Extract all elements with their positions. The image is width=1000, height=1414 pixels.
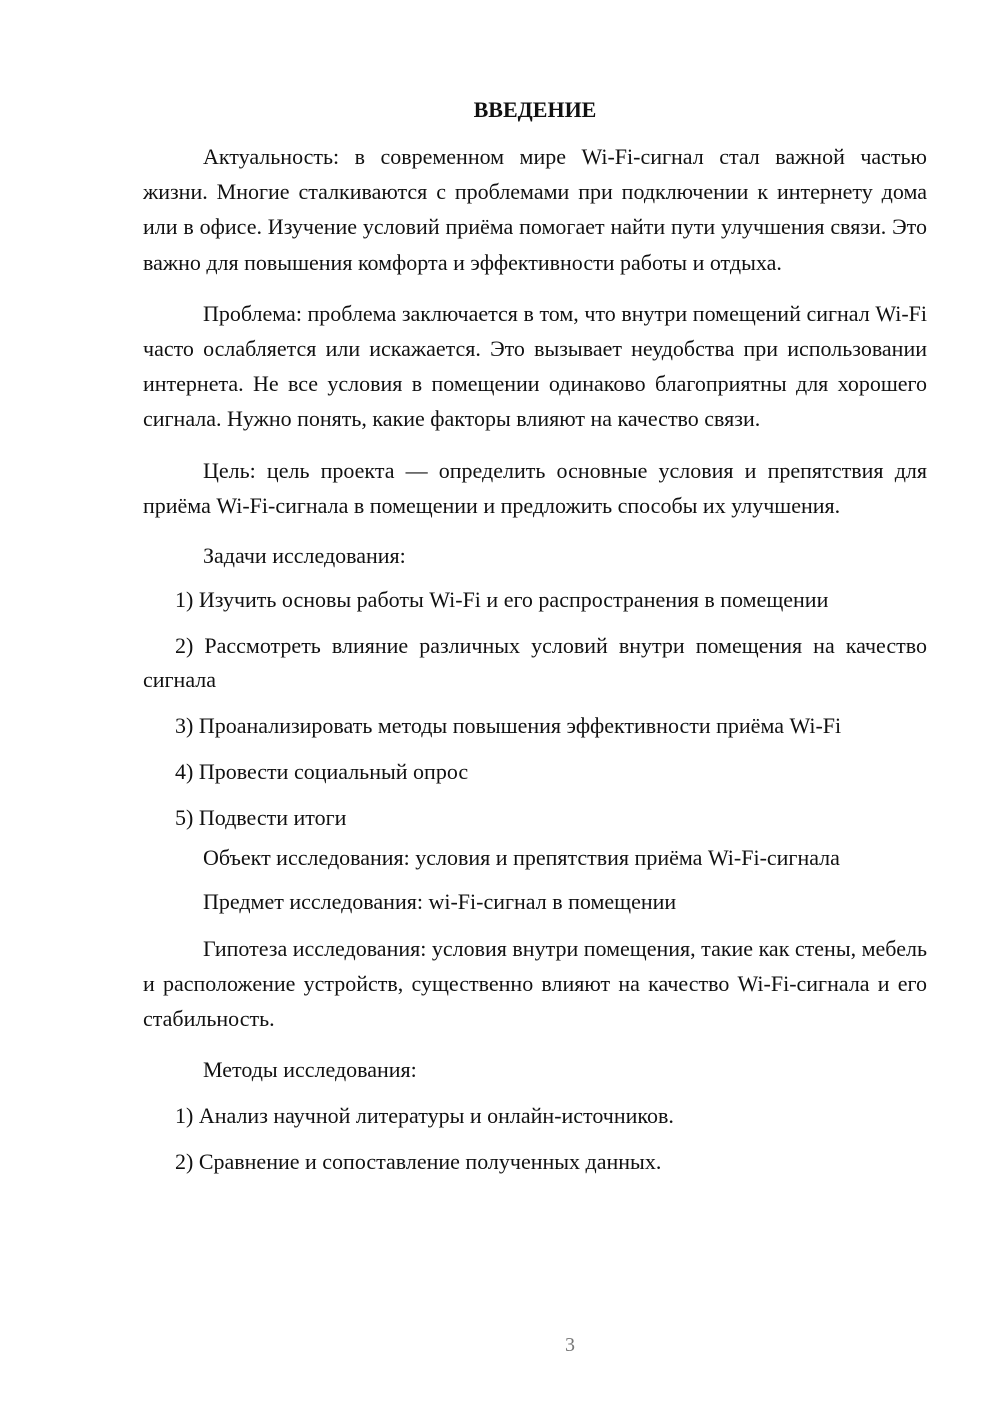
task-item: 4) Провести социальный опрос (175, 759, 469, 785)
section-title: ВВЕДЕНИЕ (473, 97, 597, 122)
hypothesis-paragraph: Гипотеза исследования: условия внутри помещения, такие как стены, мебель и расположение устройств, существенно влияют на качество Wi-Fi-сигнала и его стабильность. (143, 936, 927, 1032)
page-content (143, 92, 927, 1191)
page-number: 3 (565, 1334, 575, 1356)
method-item: 1) Анализ научной литературы и онлайн-источников. (175, 1102, 674, 1128)
task-item: 2) Рассмотреть влияние различных условий внутри помещения на качество сигнала (143, 633, 927, 693)
task-item: 5) Подвести итоги (175, 805, 347, 831)
task-item: 1) Изучить основы работы Wi-Fi и его распространения в помещении (175, 587, 829, 613)
goal-paragraph: Цель: цель проекта — определить основные условия и препятствия для приёма Wi-Fi-сигнала в помещении и предложить способы их улучшения. (143, 457, 927, 518)
task-item: 3) Проанализировать методы повышения эффективности приёма Wi-Fi (175, 713, 842, 739)
method-item: 2) Сравнение и сопоставление полученных данных. (175, 1148, 662, 1174)
research-subject: Предмет исследования: wi-Fi-сигнал в помещении (203, 889, 677, 915)
research-object: Объект исследования: условия и препятствия приёма Wi-Fi-сигнала (203, 845, 840, 871)
methods-heading: Методы исследования: (203, 1056, 417, 1082)
tasks-heading: Задачи исследования: (203, 543, 406, 569)
relevance-paragraph: Актуальность: в современном мире Wi-Fi-сигнал стал важной частью жизни. Многие сталкиваются с проблемами при подключении к интернету дома или в офисе. Изучение условий приёма помогает найти пути улучшения связи. Это важно для повышения комфорта и эффективности работы и отдыха. (143, 144, 927, 275)
problem-paragraph: Проблема: проблема заключается в том, что внутри помещений сигнал Wi-Fi часто ослабляется или искажается. Это вызывает неудобства при использовании интернета. Не все условия в помещении одинаково благоприятны для хорошего сигнала. Нужно понять, какие факторы влияют на качество связи. (143, 300, 927, 432)
